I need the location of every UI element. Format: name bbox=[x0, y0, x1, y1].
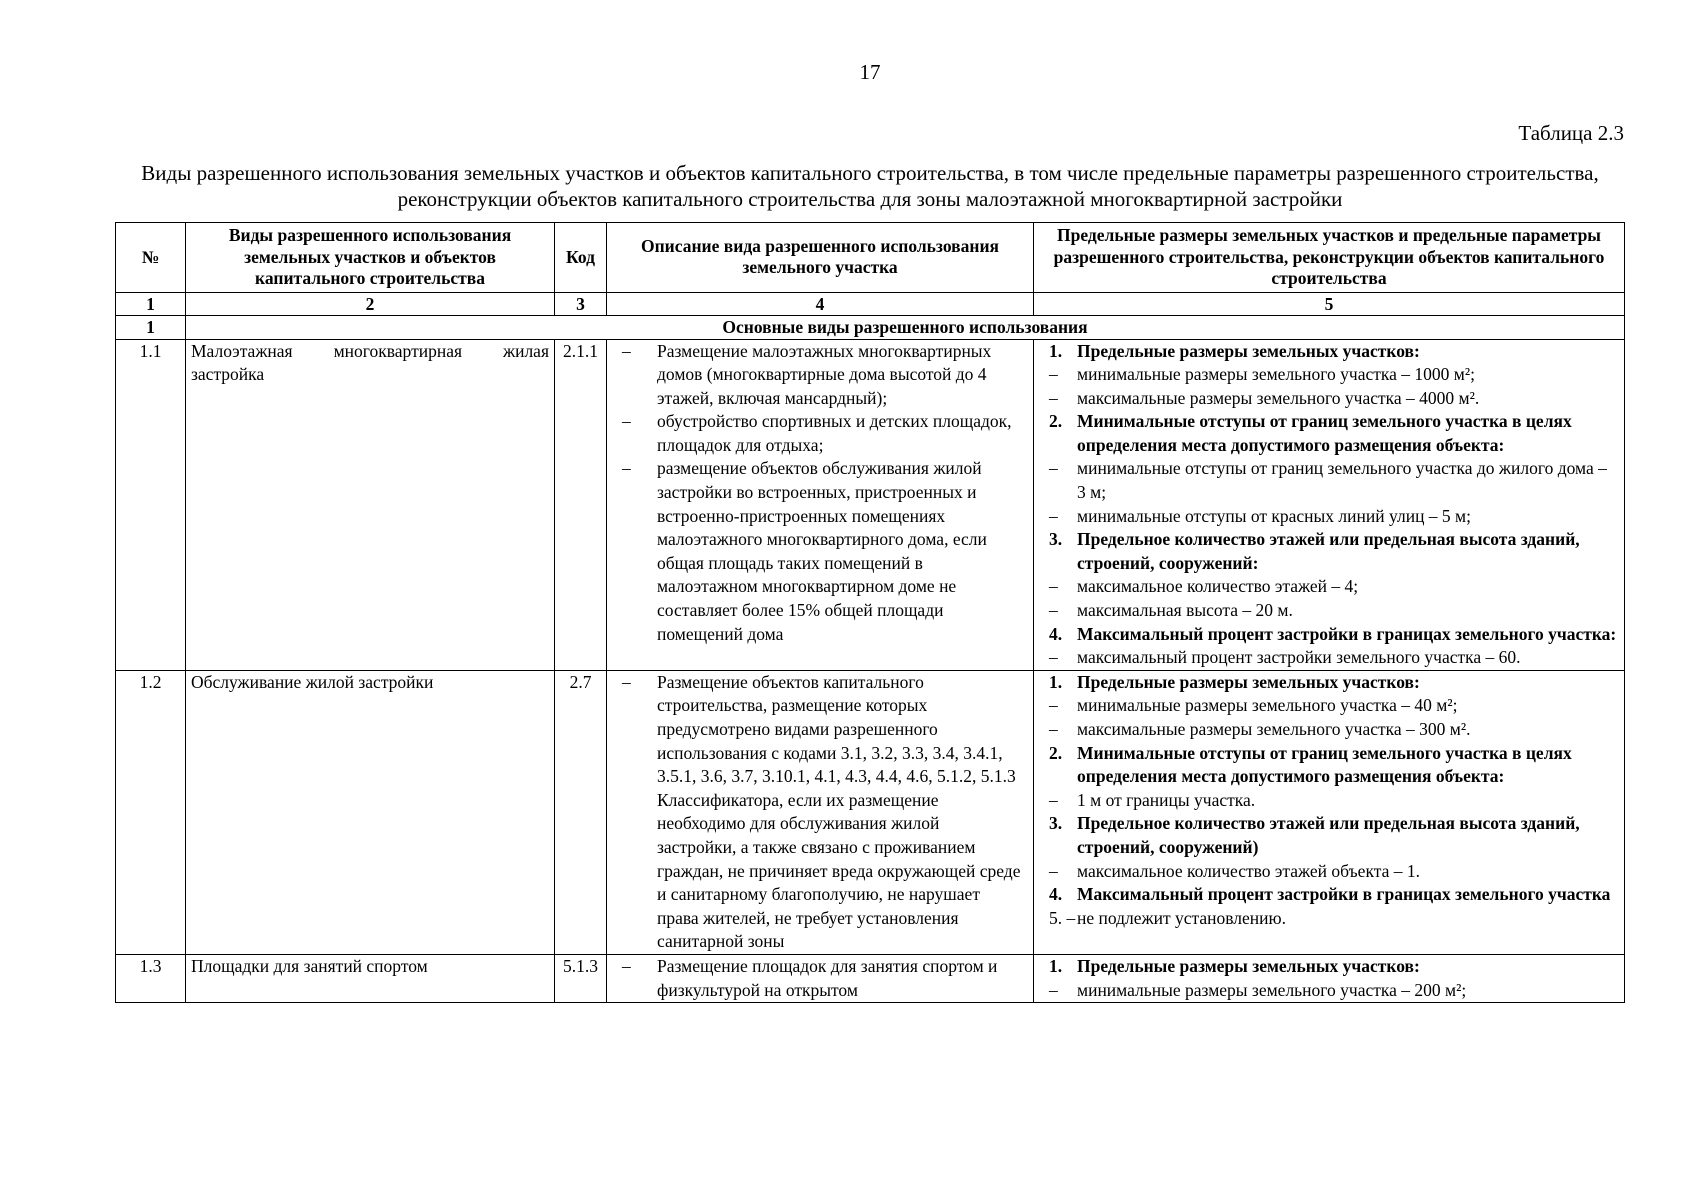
parameter-marker: – bbox=[1049, 695, 1058, 716]
parameter-heading bbox=[1039, 883, 1619, 907]
parameter-text: максимальный процент застройки земельного участка – 60. bbox=[1077, 647, 1521, 668]
header-params: Предельные размеры земельных участков и предельные параметры разрешенного строительства, реконструкции объектов капитального строительства bbox=[1034, 223, 1625, 293]
parameter-item bbox=[1039, 789, 1619, 813]
parameter-marker: 4. bbox=[1049, 623, 1063, 644]
description-item: – Размещение объектов капитального строительства, размещение которых предусмотрено видами разрешенного использования с кодами 3.1, 3.2, 3.3, 3.4, 3.4.1, 3.5.1, 3.6, 3.7, 3.10.1, 4.1, 4.3, 4.4, 4.6, 5.1.2, 5.1.3 Классификатора, если их размещение необходимо для обслуживания жилой застройки, а также связано с проживанием граждан, не причиняет вреда окружающей среде и санитарному благополучию, не нарушает права жителей, не требует установления санитарной зоны bbox=[612, 671, 1028, 954]
parameter-heading bbox=[1039, 340, 1619, 364]
parameter-marker: 1. bbox=[1049, 340, 1063, 361]
parameter-item bbox=[1039, 860, 1619, 884]
parameter-item bbox=[1039, 694, 1619, 718]
parameter-marker: – bbox=[1049, 860, 1058, 881]
column-number: 2 bbox=[186, 292, 555, 315]
table-title: Виды разрешенного использования земельных участков и объектов капитального строительства, в том числе предельные параметры разрешенного строительства, реконструкции объектов капитального строительства для зоны малоэтажной многоквартирной застройки bbox=[141, 161, 1599, 211]
parameter-marker: – bbox=[1049, 458, 1058, 479]
parameter-item bbox=[1039, 363, 1619, 387]
parameter-marker: – bbox=[1049, 600, 1058, 621]
parameter-text: Предельные размеры земельных участков: bbox=[1077, 955, 1420, 976]
header-code: Код bbox=[555, 223, 607, 293]
row-kind: Площадки для занятий спортом bbox=[186, 954, 555, 1002]
parameter-text: Минимальные отступы от границ земельного участка в целях определения места допустимого размещения объекта: bbox=[1077, 742, 1572, 787]
parameter-text: минимальные размеры земельного участка – 40 м²; bbox=[1077, 695, 1458, 716]
parameter-marker: – bbox=[1049, 364, 1058, 385]
parameter-item bbox=[1039, 387, 1619, 411]
row-number: 1.3 bbox=[116, 954, 186, 1002]
parameters-list bbox=[1039, 340, 1619, 670]
parameter-marker: – bbox=[1049, 647, 1058, 668]
parameter-marker: – bbox=[1049, 789, 1058, 810]
parameter-heading bbox=[1039, 623, 1619, 647]
column-number: 4 bbox=[607, 292, 1034, 315]
parameter-text: Максимальный процент застройки в границах земельного участка: bbox=[1077, 623, 1617, 644]
table-row bbox=[116, 954, 1625, 1002]
parameter-text: минимальные размеры земельного участка – 200 м²; bbox=[1077, 979, 1467, 1000]
parameter-marker: – bbox=[1049, 505, 1058, 526]
parameter-item bbox=[1039, 907, 1619, 931]
parameter-marker: 2. bbox=[1049, 742, 1063, 763]
parameter-marker: 1. bbox=[1049, 671, 1063, 692]
row-number: 1.2 bbox=[116, 670, 186, 954]
row-parameters bbox=[1034, 339, 1625, 670]
parameter-marker: – bbox=[1049, 387, 1058, 408]
column-number-row bbox=[116, 292, 1625, 315]
row-description bbox=[607, 339, 1034, 670]
page-number: 17 bbox=[859, 60, 881, 84]
parameter-text: максимальные размеры земельного участка – 4000 м². bbox=[1077, 387, 1480, 408]
parameter-text: максимальная высота – 20 м. bbox=[1077, 600, 1293, 621]
parameter-marker: 5. – bbox=[1049, 907, 1076, 928]
parameter-text: Предельное количество этажей или предельная высота зданий, строений, сооружений: bbox=[1077, 529, 1580, 573]
row-kind: Обслуживание жилой застройки bbox=[186, 670, 555, 954]
parameter-text: максимальные размеры земельного участка – 300 м². bbox=[1077, 719, 1471, 739]
parameter-marker: 2. bbox=[1049, 411, 1063, 432]
row-parameters bbox=[1034, 670, 1625, 954]
parameter-marker: – bbox=[1049, 719, 1058, 739]
row-kind: Малоэтажная многоквартирная жилая застройка bbox=[186, 339, 555, 670]
description-list bbox=[612, 671, 1028, 954]
parameter-marker: – bbox=[1049, 979, 1058, 1000]
row-parameters bbox=[1034, 954, 1625, 1002]
table-label: Таблица 2.3 bbox=[1518, 121, 1624, 145]
column-number: 1 bbox=[116, 292, 186, 315]
section-number: 1 bbox=[116, 315, 186, 339]
row-code: 5.1.3 bbox=[555, 954, 607, 1002]
table-row bbox=[116, 339, 1625, 670]
parameter-marker: 4. bbox=[1049, 884, 1063, 905]
parameter-text: минимальные размеры земельного участка – 1000 м²; bbox=[1077, 364, 1475, 385]
parameter-text: максимальное количество этажей – 4; bbox=[1077, 576, 1359, 597]
parameter-item bbox=[1039, 575, 1619, 599]
description-item: – обустройство спортивных и детских площадок, площадок для отдыха; bbox=[612, 410, 1028, 457]
parameter-text: Предельные размеры земельных участков: bbox=[1077, 671, 1420, 692]
header-row bbox=[116, 223, 1625, 293]
description-list bbox=[612, 955, 1028, 1002]
parameter-heading bbox=[1039, 671, 1619, 695]
parameter-heading bbox=[1039, 955, 1619, 979]
parameter-text: не подлежит установлению. bbox=[1077, 907, 1286, 928]
parameter-text: максимальное количество этажей объекта – 1. bbox=[1077, 860, 1420, 881]
row-number: 1.1 bbox=[116, 339, 186, 670]
header-desc: Описание вида разрешенного использования земельного участка bbox=[607, 223, 1034, 293]
parameter-item bbox=[1039, 718, 1619, 742]
parameter-marker: 3. bbox=[1049, 813, 1063, 834]
parameter-text: Предельное количество этажей или предельная высота зданий, строений, сооружений) bbox=[1077, 813, 1580, 857]
description-item: – размещение объектов обслуживания жилой застройки во встроенных, пристроенных и встроенно-пристроенных помещениях малоэтажного многоквартирного дома, если общая площадь таких помещений в малоэтажном многоквартирном доме не составляет более 15% общей площади помещений дома bbox=[612, 457, 1028, 646]
table-row bbox=[116, 670, 1625, 954]
row-code: 2.7 bbox=[555, 670, 607, 954]
parameter-heading bbox=[1039, 812, 1619, 859]
parameters-list bbox=[1039, 671, 1619, 931]
header-kind: Виды разрешенного использования земельных участков и объектов капитального строительства bbox=[186, 223, 555, 293]
parameter-marker: 3. bbox=[1049, 529, 1063, 550]
parameter-item bbox=[1039, 979, 1619, 1003]
parameter-text: минимальные отступы от границ земельного участка до жилого дома – 3 м; bbox=[1077, 458, 1607, 503]
parameter-heading bbox=[1039, 528, 1619, 575]
land-use-table bbox=[115, 222, 1625, 1003]
description-item: – Размещение малоэтажных многоквартирных домов (многоквартирные дома высотой до 4 этажей, включая мансардный); bbox=[612, 340, 1028, 411]
parameter-marker: 1. bbox=[1049, 955, 1063, 976]
row-description bbox=[607, 670, 1034, 954]
parameter-text: Максимальный процент застройки в границах земельного участка bbox=[1077, 884, 1611, 905]
parameter-item bbox=[1039, 599, 1619, 623]
parameter-text: минимальные отступы от красных линий улиц – 5 м; bbox=[1077, 505, 1471, 526]
parameter-heading bbox=[1039, 742, 1619, 789]
parameter-marker: – bbox=[1049, 576, 1058, 597]
column-number: 3 bbox=[555, 292, 607, 315]
row-code: 2.1.1 bbox=[555, 339, 607, 670]
parameter-heading bbox=[1039, 410, 1619, 457]
parameter-text: 1 м от границы участка. bbox=[1077, 789, 1256, 810]
parameter-text: Предельные размеры земельных участков: bbox=[1077, 340, 1420, 361]
section-row bbox=[116, 315, 1625, 339]
parameter-item bbox=[1039, 646, 1619, 670]
section-title: Основные виды разрешенного использования bbox=[186, 315, 1625, 339]
parameter-item bbox=[1039, 505, 1619, 529]
parameters-list bbox=[1039, 955, 1619, 1002]
header-num: № bbox=[116, 223, 186, 293]
row-description bbox=[607, 954, 1034, 1002]
description-item: – Размещение площадок для занятия спортом и физкультурой на открытом bbox=[612, 955, 1028, 1002]
parameter-text: Минимальные отступы от границ земельного участка в целях определения места допустимого размещения объекта: bbox=[1077, 411, 1572, 455]
column-number: 5 bbox=[1034, 292, 1625, 315]
description-list bbox=[612, 340, 1028, 647]
parameter-item bbox=[1039, 457, 1619, 504]
